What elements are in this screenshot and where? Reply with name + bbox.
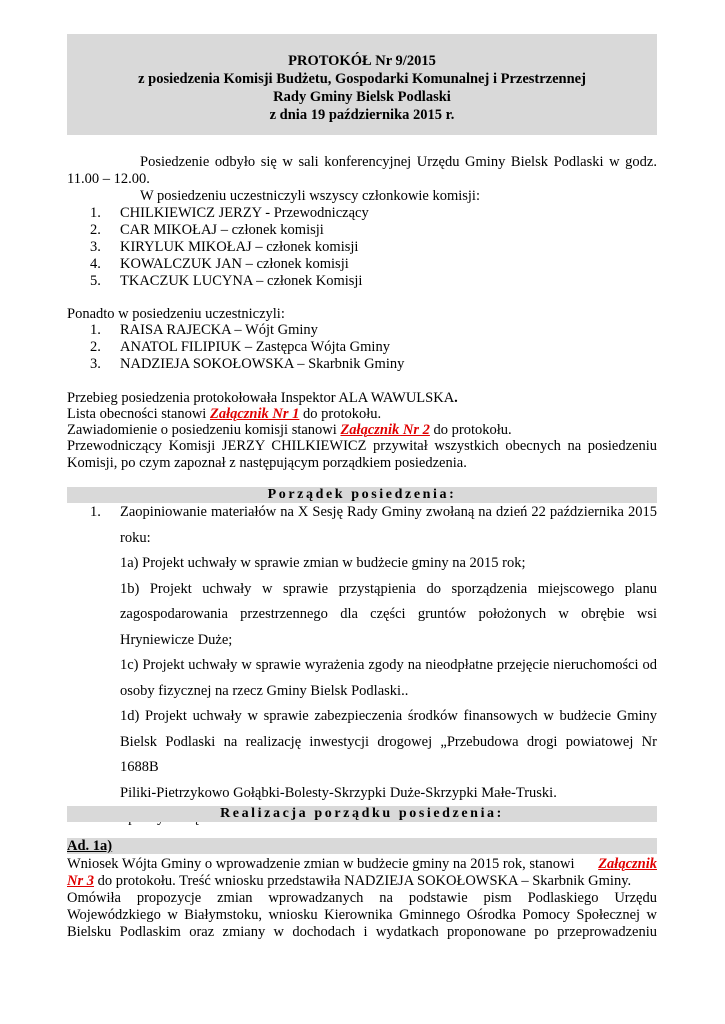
list-item: 2. CAR MIKOŁAJ – członek komisji [90, 222, 324, 238]
agenda-title: Porządek posiedzenia: [67, 487, 657, 503]
section-heading: Ad. 1a) [67, 838, 657, 854]
proceedings-line: Komisji, po czym zapoznał z następującym porządkiem posiedzenia. [67, 455, 467, 471]
title-line: z posiedzenia Komisji Budżetu, Gospodarki Komunalnej i Przestrzennej [138, 71, 586, 87]
list-item: 3. NADZIEJA SOKOŁOWSKA – Skarbnik Gminy [90, 356, 405, 372]
intro-line: W posiedzeniu uczestniczyli wszyscy członkowie komisji: [140, 188, 480, 204]
attachment-3-link[interactable]: Załącznik [598, 856, 657, 872]
attachment-1-link[interactable]: Załącznik Nr 1 [209, 406, 300, 422]
proceedings-line: Lista obecności stanowi Załącznik Nr 1 do protokołu. [67, 406, 382, 422]
agenda-subitem: 1a) Projekt uchwały w sprawie zmian w budżecie gminy na 2015 rok; [120, 555, 526, 571]
agenda-line: osoby fizycznej na rzecz Gminy Bielsk Podlaski.. [120, 682, 409, 699]
paragraph-line: Omówiła propozycje zmian wprowadzanych na podstawie pism Podlaskiego Urzędu [67, 890, 657, 906]
proceedings-line: Przewodniczący Komisji JERZY CHILKIEWICZ przywitał wszystkich obecnych na posiedzeniu [67, 438, 657, 454]
agenda-line: roku: [120, 529, 151, 546]
paragraph-line: Bielsku Podlaskim oraz zmiany w dochodach i wydatkach proponowane po przeprowadzeniu [67, 924, 657, 940]
agenda-line: Hryniewicze Duże; [120, 631, 233, 648]
agenda-subitem: 1b) Projekt uchwały w sprawie przystąpienia do sporządzenia miejscowego planu [120, 580, 657, 597]
intro-line: Posiedzenie odbyło się w sali konferencyjnej Urzędu Gminy Bielsk Podlaski w godz. [140, 154, 657, 170]
agenda-line: Piliki-Pietrzykowo Gołąbki-Bolesty-Skrzypki Duże-Skrzypki Małe-Truski. [120, 784, 557, 801]
title-box [67, 34, 657, 135]
realization-title: Realizacja porządku posiedzenia: [67, 806, 657, 822]
agenda-list [67, 500, 657, 832]
others-list [90, 322, 404, 373]
agenda-line: Bielsk Podlaski na realizację inwestycji drogowej „Przebudowa drogi powiatowej Nr 1688B [120, 733, 657, 775]
list-item: 1. CHILKIEWICZ JERZY - Przewodniczący [90, 205, 369, 221]
list-item: 3. KIRYLUK MIKOŁAJ – członek komisji [90, 239, 359, 255]
list-item: 5. TKACZUK LUCYNA – członek Komisji [90, 273, 363, 289]
agenda-item: 1. Zaopiniowanie materiałów na X Sesję Rady Gminy zwołaną na dzień 22 października 2015 [90, 504, 657, 520]
proceedings-line: Zawiadomienie o posiedzeniu komisji stanowi Załącznik Nr 2 do protokołu. [67, 422, 512, 438]
agenda-subitem: 1d) Projekt uchwały w sprawie zabezpieczenia środków finansowych w budżecie Gminy [120, 708, 657, 724]
proceedings-line: Przebieg posiedzenia protokołowała Inspektor ALA WAWULSKA. [67, 390, 458, 406]
others-title: Ponadto w posiedzeniu uczestniczyli: [67, 306, 285, 322]
title-line: z dnia 19 października 2015 r. [269, 107, 455, 123]
intro-line: 11.00 – 12.00. [67, 171, 150, 187]
paragraph-line: Nr 3 do protokołu. Treść wniosku przedstawiła NADZIEJA SOKOŁOWSKA – Skarbnik Gminy. [67, 873, 632, 889]
agenda-subitem: 1c) Projekt uchwały w sprawie wyrażenia zgody na nieodpłatne przejęcie nieruchomości od [120, 657, 657, 673]
title-line: PROTOKÓŁ Nr 9/2015 [288, 53, 436, 69]
list-item: 1. RAISA RAJECKA – Wójt Gminy [90, 322, 318, 338]
agenda-line: zagospodarowania przestrzennego dla części gruntów położonych w obrębie wsi [120, 606, 657, 622]
attachment-3-link[interactable]: Nr 3 [67, 873, 94, 889]
paragraph-line: Wojewódzkiego w Białymstoku, wniosku Kierownika Gminnego Ośrodka Pomocy Społecznej w [67, 907, 657, 923]
list-item: 4. KOWALCZUK JAN – członek komisji [90, 256, 349, 272]
paragraph-line: Wniosek Wójta Gminy o wprowadzenie zmian w budżecie gminy na 2015 rok, stanowi Załącznik [67, 856, 657, 872]
title-line: Rady Gminy Bielsk Podlaski [273, 89, 451, 105]
attachment-2-link[interactable]: Załącznik Nr 2 [340, 422, 430, 438]
list-item: 2. ANATOL FILIPIUK – Zastępca Wójta Gminy [90, 339, 390, 355]
members-list [90, 205, 369, 290]
